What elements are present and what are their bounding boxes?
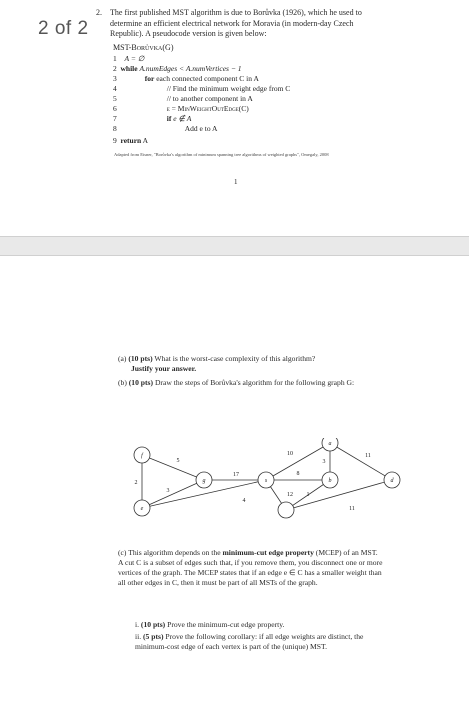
intro-text: The first published MST algorithm is due to Borůvka (1926), which he used to determine an efficient electrical network for Moravia (in modern-day Czech Republic). A pseudocode version is given below: <box>110 8 362 38</box>
graph-g <box>120 438 420 548</box>
weight-g-s: 17 <box>233 472 239 478</box>
pseudo-line-3: 3 for each connected component C in A <box>113 74 259 83</box>
page-one <box>0 0 469 237</box>
question-number: 2. <box>96 8 102 17</box>
weight-low-b: 1 <box>306 492 310 498</box>
weight-f-g: 5 <box>176 458 180 464</box>
pseudo-line-1: 1 A = ∅ <box>113 54 145 63</box>
algorithm-caption: Adapted from Eisner, "Borůvka's algorithm of minimum spanning tree algorithms of weighted graphs", Omegaly, 2008 <box>114 152 329 157</box>
page-counter: 2 of 2 <box>38 18 89 39</box>
part-a: (a) (10 pts) What is the worst-case complexity of this algorithm? Justify your answer. <box>118 354 316 373</box>
pseudo-line-2: 2 while A.numEdges < A.numVertices − 1 <box>113 64 242 73</box>
pseudo-line-6: 6 e = MinWeightOutEdge(C) <box>113 104 249 113</box>
page-number: 1 <box>234 178 238 186</box>
edge-e-g <box>142 480 204 508</box>
part-b: (b) (10 pts) Draw the steps of Borůvka's algorithm for the following graph G: <box>118 378 355 387</box>
edge-f-g <box>142 455 204 480</box>
weight-e-g: 3 <box>166 488 170 494</box>
weight-s-low: 12 <box>287 492 293 498</box>
page-two <box>0 255 469 701</box>
pseudo-line-4: 4 // Find the minimum weight edge from C <box>113 84 291 93</box>
vertex-label-d: d <box>390 478 394 484</box>
pseudo-line-7: 7 if e ∉ A <box>113 114 192 123</box>
weight-s-a: 10 <box>287 451 293 457</box>
part-c: (c) This algorithm depends on the minimum-cut edge property (MCEP) of an MST. A cut C is a subset of edges such that, if you remove them, you disconnect one or more vertices of the graph. The MCEP states that if an edge e ∈ C has a smaller weight than all other edges in C, then it must be part of all MSTs of the graph. <box>118 548 383 587</box>
vertex-label-a: a <box>328 441 332 447</box>
algorithm-header: MST-Borůvka(G) <box>113 43 174 52</box>
weight-s-b: 8 <box>296 471 300 477</box>
vertex-low <box>278 502 294 518</box>
edge-a-d <box>330 443 392 480</box>
vertex-label-b: b <box>328 478 332 484</box>
weight-a-d: 11 <box>365 453 371 459</box>
edge-low-d <box>286 480 392 510</box>
weight-a-b: 3 <box>322 459 326 465</box>
weight-low-d: 11 <box>349 506 355 512</box>
weight-f-e: 2 <box>134 480 138 486</box>
weight-e-s: 4 <box>242 498 246 504</box>
pseudo-line-9: 9 return A <box>113 136 149 145</box>
part-c-ii: ii. (5 pts) Prove the following corollary: if all edge weights are distinct, the minimum-cost edge of each vertex is part of the (unique) MST. <box>135 632 364 651</box>
part-c-i: i. (10 pts) Prove the minimum-cut edge property. <box>135 620 285 629</box>
vertex-label-f: f <box>141 453 143 459</box>
question-2-intro <box>96 8 382 40</box>
pseudo-line-8: 8 Add e to A <box>113 124 218 133</box>
vertex-label-g: g <box>202 478 206 484</box>
pseudo-line-5: 5 // to another component in A <box>113 94 253 103</box>
vertex-label-e: e <box>140 506 144 512</box>
vertex-label-s: s <box>264 478 268 484</box>
